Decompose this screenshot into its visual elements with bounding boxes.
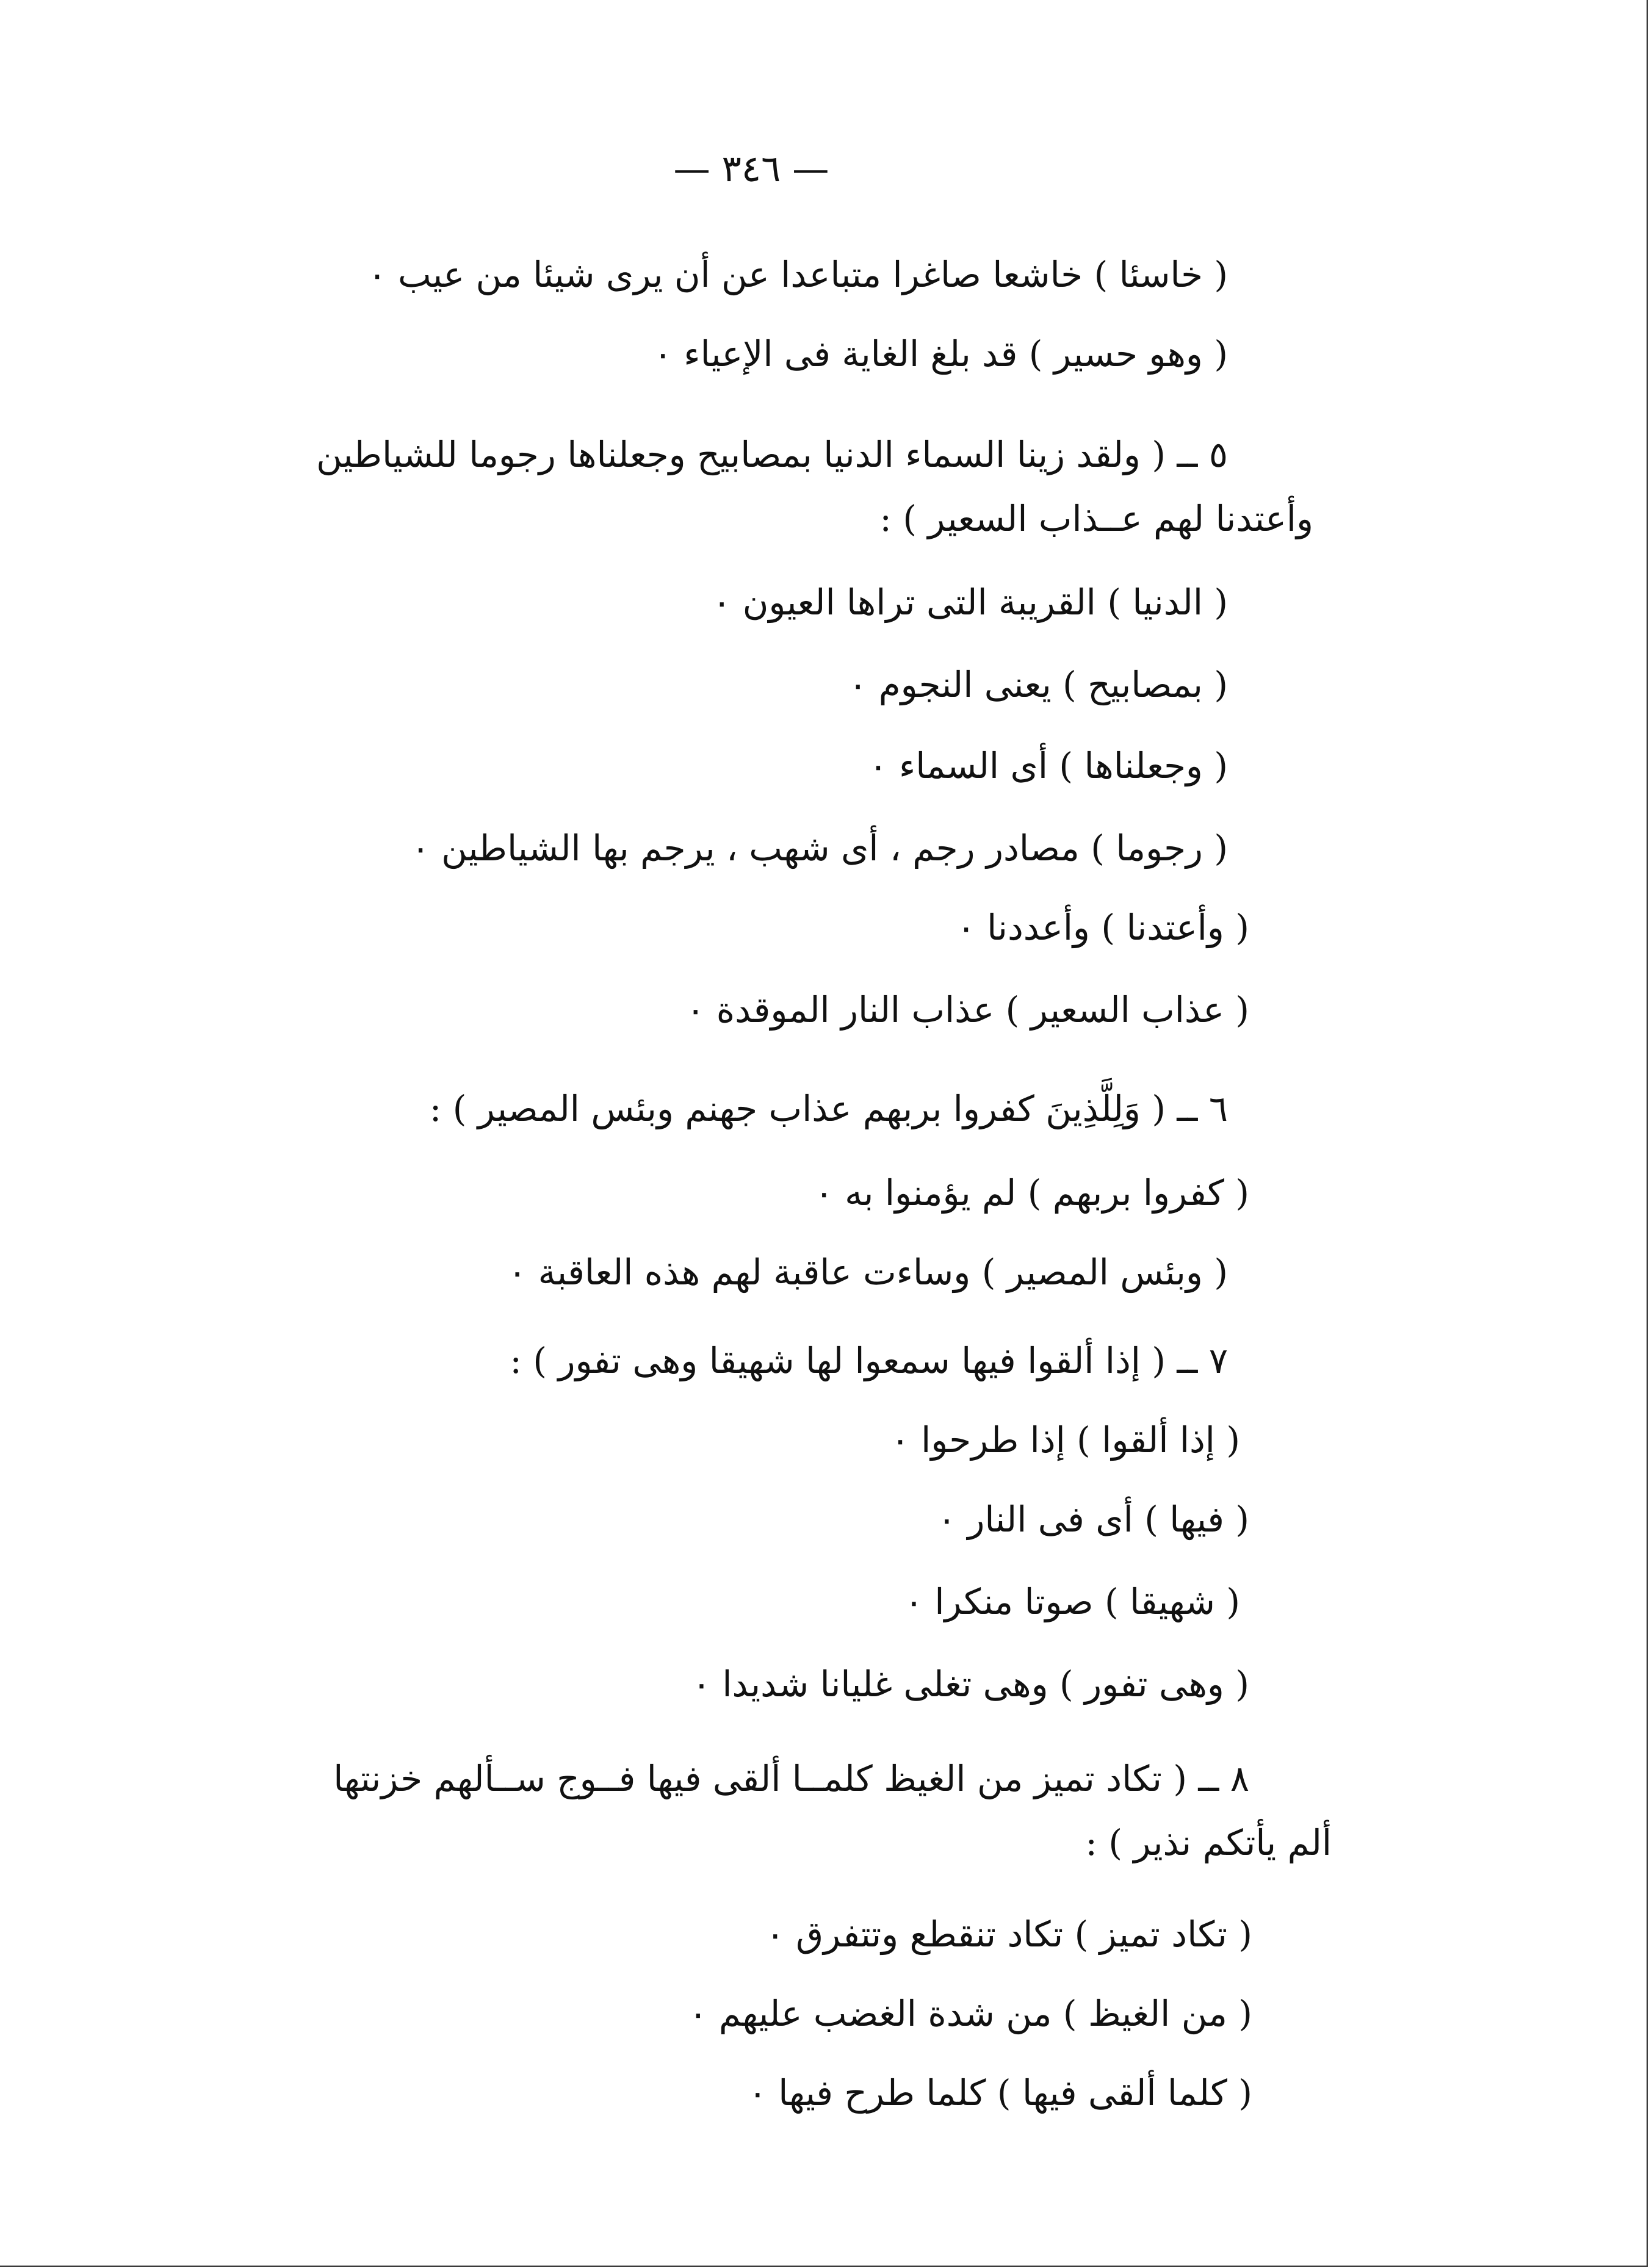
text-line: ( كفروا بربهم ) لم يؤمنوا به ٠ — [814, 1172, 1249, 1214]
text-line: ( فيها ) أى فى النار ٠ — [937, 1499, 1249, 1540]
text-line: ( تكاد تميز ) تكاد تنقطع وتتفرق ٠ — [765, 1913, 1252, 1955]
text-line: ( عذاب السعير ) عذاب النار الموقدة ٠ — [686, 989, 1249, 1031]
verse-line: ٦ ــ ( وَلِلَّذِينَ كفروا بربهم عذاب جهنم وبئس المصير ) : — [429, 1088, 1228, 1129]
text-line: ( خاسئا ) خاشعا صاغرا متباعدا عن أن يرى شيئا من عيب ٠ — [367, 254, 1228, 295]
text-line: ( وهو حسير ) قد بلغ الغاية فى الإعياء ٠ — [653, 333, 1228, 375]
verse-line: ٧ ــ ( إذا ألقوا فيها سمعوا لها شهيقا وهى تفور ) : — [510, 1340, 1228, 1381]
text-line: ( وأعتدنا ) وأعددنا ٠ — [956, 907, 1249, 948]
text-line: ( من الغيظ ) من شدة الغضب عليهم ٠ — [688, 1993, 1252, 2034]
verse-line-continued: ألم يأتكم نذير ) : — [1085, 1822, 1332, 1863]
page-number: — ٣٤٦ — — [673, 148, 829, 190]
text-line: ( وجعلناها ) أى السماء ٠ — [868, 745, 1228, 787]
verse-line: ٥ ــ ( ولقد زينا السماء الدنيا بمصابيح وجعلناها رجوما للشياطين — [316, 434, 1228, 475]
text-line: ( الدنيا ) القريبة التى تراها العيون ٠ — [712, 581, 1228, 623]
text-line: ( بمصابيح ) يعنى النجوم ٠ — [848, 664, 1228, 705]
text-line: ( وبئس المصير ) وساءت عاقبة لهم هذه العاقبة ٠ — [508, 1251, 1228, 1293]
verse-line: ٨ ــ ( تكاد تميز من الغيظ كلمــا ألقى فيها فــوج ســألهم خزنتها — [333, 1758, 1249, 1799]
text-line: ( إذا ألقوا ) إذا طرحوا ٠ — [890, 1419, 1240, 1461]
text-line: ( كلما ألقى فيها ) كلما طرح فيها ٠ — [748, 2072, 1252, 2114]
verse-line-continued: وأعتدنا لهم عــذاب السعير ) : — [879, 498, 1313, 539]
text-line: ( رجوما ) مصادر رجم ، أى شهب ، يرجم بها الشياطين ٠ — [411, 827, 1228, 869]
text-line: ( وهى تفور ) وهى تغلى غليانا شديدا ٠ — [691, 1663, 1249, 1705]
text-line: ( شهيقا ) صوتا منكرا ٠ — [904, 1581, 1240, 1622]
